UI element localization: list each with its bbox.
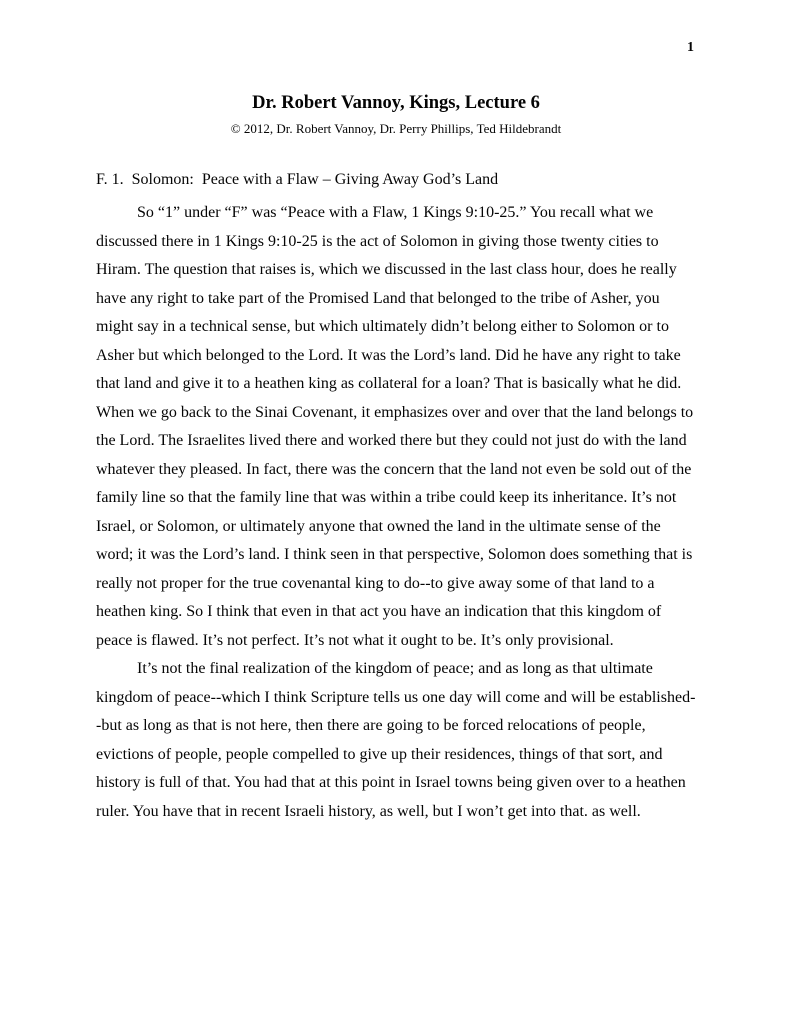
- paragraph: So “1” under “F” was “Peace with a Flaw, 1 Kings 9:10-25.” You recall what we discussed there in 1 Kings 9:10-25 is the act of Solomon in giving those twenty cities to Hiram. The question that raises is, which we discussed in the last class hour, does he really have any right to take part of the Promised Land that belonged to the tribe of Asher, you might say in a technical sense, but which ultimately didn’t belong either to Solomon or to Asher but which belonged to the Lord. It was the Lord’s land. Did he have any right to take that land and give it to a heathen king as collateral for a loan? That is basically what he did. When we go back to the Sinai Covenant, it emphasizes over and over that the land belongs to the Lord. The Israelites lived there and worked there but they could not just do with the land whatever they pleased. In fact, there was the concern that the land not even be sold out of the family line so that the family line that was within a tribe could keep its inheritance. It’s not Israel, or Solomon, or ultimately anyone that owned the land in the ultimate sense of the word; it was the Lord’s land. I think seen in that perspective, Solomon does something that is really not proper for the true covenantal king to do--to give away some of that land to a heathen king. So I think that even in that act you have an indication that this kingdom of peace is flawed. It’s not perfect. It’s not what it ought to be. It’s only provisional.: [96, 204, 694, 649]
- paragraph: It’s not the final realization of the kingdom of peace; and as long as that ultimate kingdom of peace--which I think Scripture tells us one day will come and will be established--but as long as that is not here, then there are going to be forced relocations of people, evictions of people, people compelled to give up their residences, things of that sort, and history is full of that. You had that at this point in Israel towns being given over to a heathen ruler. You have that in recent Israeli history, as well, but I won’t get into that. as well.: [96, 660, 696, 820]
- copyright-line: © 2012, Dr. Robert Vannoy, Dr. Perry Phillips, Ted Hildebrandt: [230, 121, 562, 136]
- section-heading: F. 1. Solomon: Peace with a Flaw – Giving Away God’s Land: [96, 171, 499, 188]
- page-number: 1: [687, 40, 694, 55]
- page-title: Dr. Robert Vannoy, Kings, Lecture 6: [252, 93, 540, 113]
